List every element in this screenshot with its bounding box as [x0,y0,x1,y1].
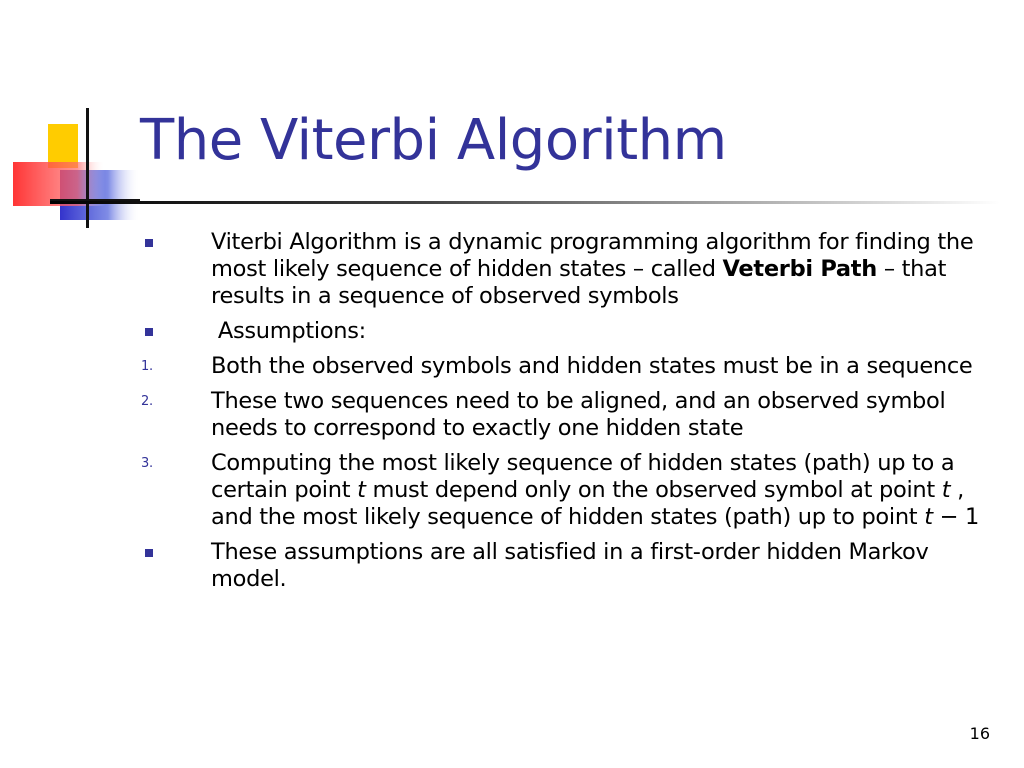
numbered-text: These two sequences need to be aligned, and an observed symbol needs to correspond to exactly one hidden state [211,388,946,441]
text-segment: must depend only on the observed symbol at point [365,477,942,503]
text-segment: Computing the most likely sequence of hidden states (path) up to a certain point [211,450,955,503]
numbered-item-3 [140,450,980,531]
bullet-item-1 [140,229,980,310]
numbered-item-1 [140,353,980,380]
text-segment: − 1 [932,504,979,530]
bold-term: Veterbi Path [722,256,877,282]
slide-content [140,229,980,601]
bullet-text: These assumptions are all satisfied in a first-order hidden Markov model. [211,539,929,592]
bullet-item-2 [140,318,980,345]
numbered-text: Both the observed symbols and hidden states must be in a sequence [211,353,973,379]
corner-decoration [0,0,140,230]
italic-variable: t [357,477,366,503]
number-marker: 3. [141,456,153,471]
italic-variable: t [924,504,933,530]
title-underline [50,201,1000,204]
italic-variable: t [941,477,951,503]
bullet-item-3 [140,539,980,593]
text-segment: – that results in a sequence of observed symbols [211,256,947,309]
numbered-item-2 [140,388,980,442]
bullet-marker [145,328,153,336]
yellow-square [48,124,78,168]
bullet-text [211,229,980,310]
page-number: 16 [969,724,990,743]
bullet-marker [145,549,153,557]
number-marker: 2. [141,394,153,409]
number-marker: 1. [141,359,153,374]
numbered-text [211,450,980,531]
bullet-text: Assumptions: [211,318,366,344]
vertical-line [86,108,89,228]
text-segment: Viterbi Algorithm is a dynamic programming algorithm for finding the most likely sequence of hidden states – called [211,229,974,282]
text-segment: , and the most likely sequence of hidden states (path) up to point [211,477,964,530]
bullet-marker [145,239,153,247]
slide-title: The Viterbi Algorithm [140,108,727,173]
